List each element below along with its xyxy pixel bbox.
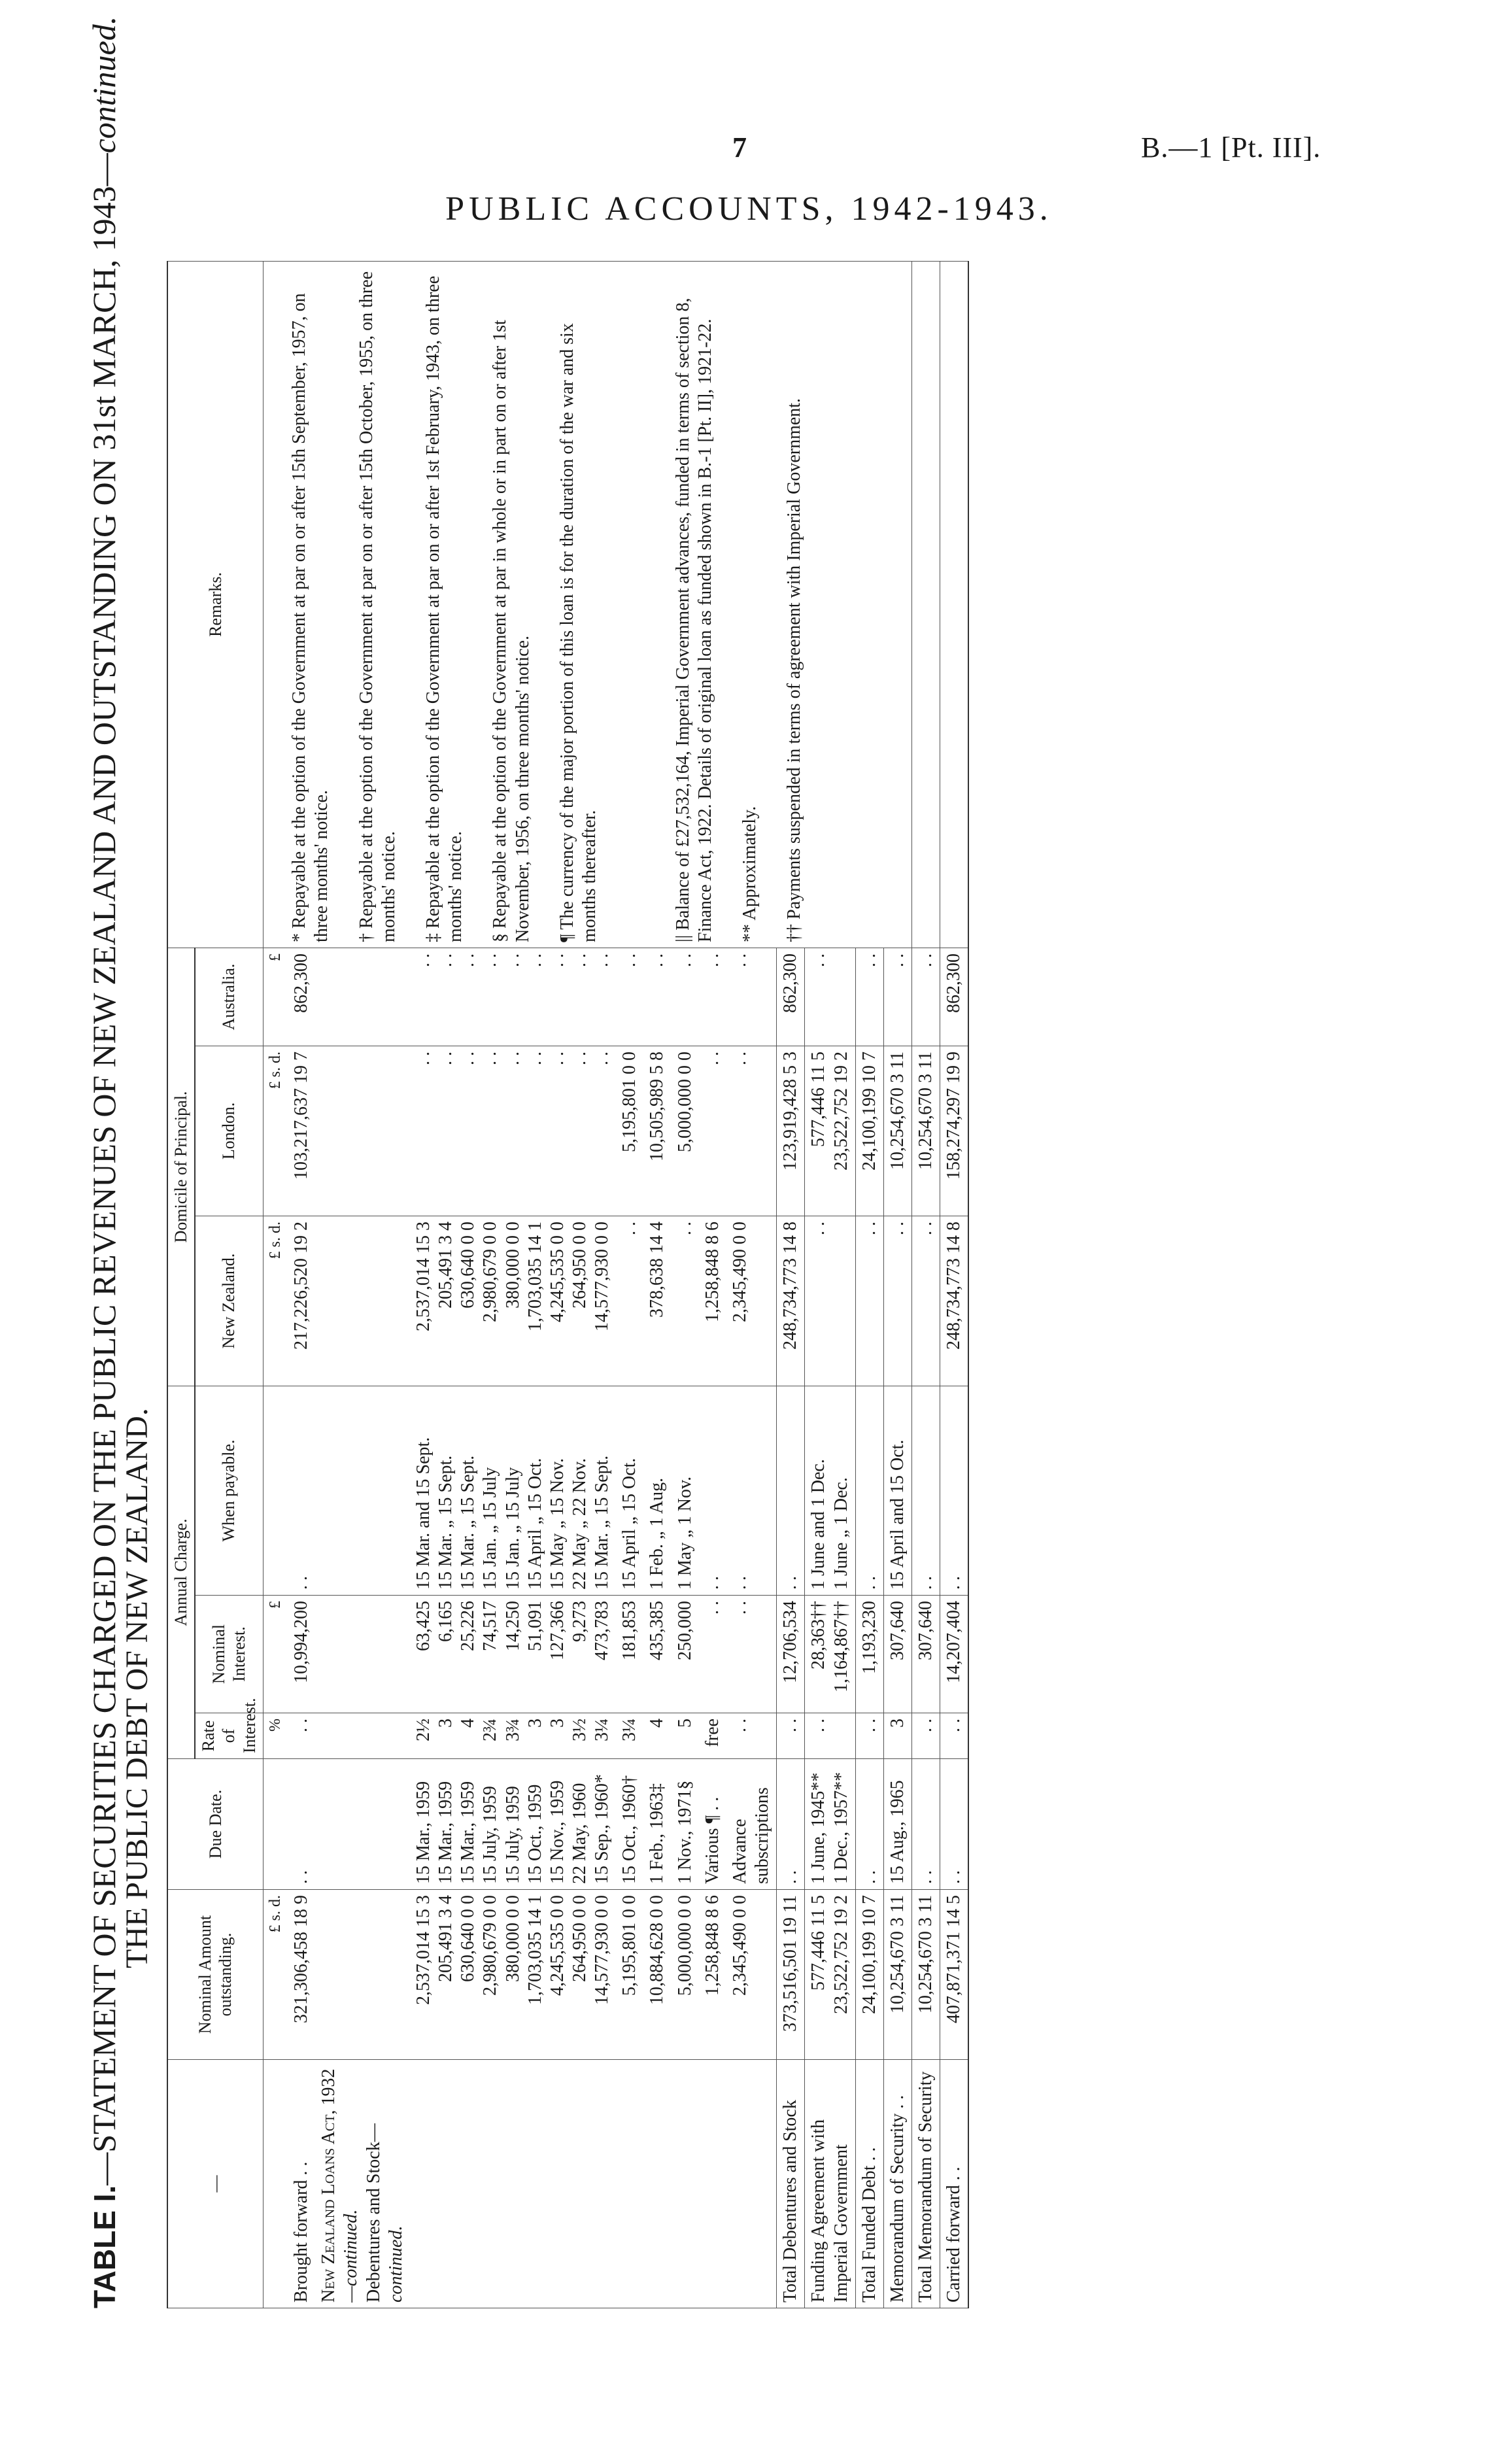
funding-london-b: 23,522,752 19 2 — [830, 1051, 851, 1171]
amount-cell: 2,537,014 15 3 205,491 3 4 630,640 0 0 2,980,679 0 0 380,000 0 0 1,703,035 14 1 4,245,535 0 0 264,950 0 0 14,577,930 0 0 — [410, 1890, 616, 2060]
rate-cell: . . — [726, 1713, 777, 1759]
due-cell: . . — [912, 1759, 940, 1890]
remark-pilcrow: ¶ The currency of the major portion of this loan is for the duration of the war and six months thereafter. — [556, 323, 600, 942]
interest-cell: 250,000 — [672, 1596, 699, 1713]
amount-cell: 373,516,501 19 11 — [777, 1890, 805, 2060]
currency-label: £ s. d. — [263, 1216, 288, 1386]
funding-when-b: 1 June „ 1 Dec. — [830, 1477, 851, 1590]
australia-cell: . . — [699, 948, 726, 1046]
row-label: Total Memorandum of Security — [912, 2060, 940, 2308]
rate-cell: free — [699, 1713, 726, 1759]
col-domicile: Domicile of Principal. — [167, 948, 195, 1386]
col-london: London. — [195, 1046, 264, 1216]
amount-cell — [805, 1890, 855, 2060]
australia-cell: . . — [805, 948, 855, 1046]
due-cell: 15 Mar., 1959 15 Mar., 1959 15 Mar., 1959 15 July, 1959 15 July, 1959 15 Oct., 1959 15 Nov., 1959 22 May, 1960 15 Sep., 1960* — [410, 1759, 616, 1890]
col-remarks: Remarks. — [167, 261, 263, 948]
due-cell — [805, 1759, 855, 1890]
loans-act-continued: —continued. — [341, 2209, 362, 2302]
row-label: Total Funded Debt . . — [855, 2060, 883, 2308]
funding-amount-b: 23,522,752 19 2 — [830, 1895, 851, 2014]
remark-dagger: † Repayable at the option of the Government at par on or after 15th October, 1955, on three months' notice. — [356, 271, 399, 942]
rate-cell: . . — [288, 1713, 315, 1759]
remark-star: * Repayable at the option of the Government at par on or after 15th September, 1957, on three months' notice. — [289, 293, 332, 942]
when-cell: . . — [940, 1386, 969, 1595]
london-cell — [805, 1046, 855, 1216]
page-title: PUBLIC ACCOUNTS, 1942-1943. — [445, 190, 1053, 228]
amount-cell: 1,258,848 8 6 — [699, 1890, 726, 2060]
when-cell: 15 April „ 15 Oct. — [616, 1386, 643, 1595]
total-row — [912, 261, 940, 2308]
when-cell: 1 May „ 1 Nov. — [672, 1386, 699, 1595]
remark-section: § Repayable at the option of the Government at par in whole or in part on or after 1st November, 1956, on three months' notice. — [490, 320, 533, 942]
rate-cell: 5 — [672, 1713, 699, 1759]
rate-cell: . . — [777, 1713, 805, 1759]
due-cell: . . — [940, 1759, 969, 1890]
currency-label: £ s. d. — [263, 1046, 288, 1216]
remark-double-dagger: ‡ Repayable at the option of the Government at par on or after 1st February, 1943, on three months' notice. — [422, 275, 466, 942]
london-cell: 10,505,989 5 8 — [643, 1046, 671, 1216]
col-nominal-amount: Nominal Amount outstanding. — [167, 1890, 263, 2060]
debentures-continued: continued. — [385, 2225, 406, 2302]
row-label: Brought forward . . — [288, 2060, 315, 2308]
nz-cell: 248,734,773 14 8 — [777, 1216, 805, 1386]
funding-due-b: 1 Dec., 1957** — [830, 1771, 851, 1884]
when-cell: . . — [699, 1386, 726, 1595]
interest-cell: 14,207,404 — [940, 1596, 969, 1713]
when-cell: . . — [288, 1386, 315, 1595]
currency-label: £ — [263, 1596, 288, 1713]
currency-label: £ s. d. — [263, 1890, 288, 2060]
interest-cell: . . — [726, 1596, 777, 1713]
col-due-date: Due Date. — [167, 1759, 263, 1890]
rate-cell: 2½ 3 4 2¾ 3¾ 3 3 3½ 3¼ — [410, 1713, 616, 1759]
amount-cell: 5,000,000 0 0 — [672, 1890, 699, 2060]
remarks-cell — [263, 261, 911, 948]
row-label: Memorandum of Security . . — [883, 2060, 911, 2308]
header-row-1 — [167, 261, 195, 2308]
amount-cell: 321,306,458 18 9 — [288, 1890, 315, 2060]
when-cell: . . — [912, 1386, 940, 1595]
remark-double-star: ** Approximately. — [740, 806, 760, 942]
row-label: Total Debentures and Stock — [777, 2060, 805, 2308]
when-cell: 15 Mar. and 15 Sept. 15 Mar. „ 15 Sept. 15 Mar. „ 15 Sept. 15 Jan. „ 15 July 15 Jan. „ 15 July 15 April „ 15 Oct. 15 May „ 15 Nov. 22 May „ 22 Nov. 15 Mar. „ 15 Sept. — [410, 1386, 616, 1595]
due-cell: 15 Oct., 1960† — [616, 1759, 643, 1890]
nz-cell: 217,226,520 19 2 — [288, 1216, 315, 1386]
col-annual-charge: Annual Charge. — [167, 1386, 195, 1758]
table-row — [263, 261, 288, 2308]
table-subheading: THE PUBLIC DEBT OF NEW ZEALAND. — [120, 1408, 154, 1968]
table-heading — [85, 16, 123, 2308]
due-cell: . . — [855, 1759, 883, 1890]
london-cell: 5,195,801 0 0 — [616, 1046, 643, 1216]
carried-forward-row — [940, 261, 969, 2308]
amount-cell: 407,871,371 14 5 — [940, 1890, 969, 2060]
london-cell: 158,274,297 19 9 — [940, 1046, 969, 1216]
rate-cell: . . — [940, 1713, 969, 1759]
interest-cell: . . — [699, 1596, 726, 1713]
col-new-zealand: New Zealand. — [195, 1216, 264, 1386]
rate-cell: 3¼ — [616, 1713, 643, 1759]
row-label: Funding Agreement with Imperial Government — [805, 2060, 855, 2308]
when-cell: . . — [777, 1386, 805, 1595]
interest-cell — [805, 1596, 855, 1713]
nz-cell: . . — [616, 1216, 643, 1386]
rate-cell: . . — [912, 1713, 940, 1759]
due-cell: . . — [288, 1759, 315, 1890]
london-cell: 5,000,000 0 0 — [672, 1046, 699, 1216]
nz-cell: . . — [805, 1216, 855, 1386]
when-cell: . . — [726, 1386, 777, 1595]
table-label: TABLE I. — [88, 2185, 122, 2308]
amount-cell: 10,254,670 3 11 — [912, 1890, 940, 2060]
rate-cell: 3 — [883, 1713, 911, 1759]
interest-cell: 307,640 — [883, 1596, 911, 1713]
london-cell: 10,254,670 3 11 — [912, 1046, 940, 1216]
currency-label: % — [263, 1713, 288, 1759]
nz-cell: 248,734,773 14 8 — [940, 1216, 969, 1386]
nz-cell: 378,638 14 4 — [643, 1216, 671, 1386]
australia-cell: . . — [912, 948, 940, 1046]
when-cell: 1 Feb. „ 1 Aug. — [643, 1386, 671, 1595]
document-reference: B.—1 [Pt. III]. — [1141, 131, 1321, 163]
nz-cell: . . — [912, 1216, 940, 1386]
rate-cell: . . — [855, 1713, 883, 1759]
row-label: Carried forward . . — [940, 2060, 969, 2308]
rate-cell: . . — [805, 1713, 855, 1759]
interest-cell: 181,853 — [616, 1596, 643, 1713]
london-cell: . . — [699, 1046, 726, 1216]
australia-cell: . . — [726, 948, 777, 1046]
due-cell: Advance subscriptions — [726, 1759, 777, 1890]
amount-cell: 2,345,490 0 0 — [726, 1890, 777, 2060]
amount-cell: 5,195,801 0 0 — [616, 1890, 643, 2060]
nz-cell: 2,345,490 0 0 — [726, 1216, 777, 1386]
funding-when-a: 1 June and 1 Dec. — [808, 1459, 829, 1590]
australia-cell: . . — [616, 948, 643, 1046]
nz-cell: 1,258,848 8 6 — [699, 1216, 726, 1386]
australia-cell: 862,300 — [288, 948, 315, 1046]
interest-cell: 63,425 6,165 25,226 74,517 14,250 51,091 127,366 9,273 473,783 — [410, 1596, 616, 1713]
interest-cell: 435,385 — [643, 1596, 671, 1713]
london-cell: 24,100,199 10 7 — [855, 1046, 883, 1216]
remark-double-dagger-2: †† Payments suspended in terms of agreement with Imperial Government. — [784, 398, 805, 942]
col-description: — — [167, 2060, 263, 2308]
debentures-label: Debentures and Stock— — [363, 2123, 384, 2302]
funding-due-a: 1 June, 1945** — [808, 1772, 829, 1884]
when-cell — [805, 1386, 855, 1595]
due-cell: Various ¶ . . — [699, 1759, 726, 1890]
interest-cell: 307,640 — [912, 1596, 940, 1713]
nz-cell: . . — [855, 1216, 883, 1386]
remark-parallel: || Balance of £27,532,164, Imperial Government advances, funded in terms of section 8, Finance Act, 1922. Details of original loan as funded shown in B.-1 [Pt. II], 1921-22. — [672, 298, 715, 942]
australia-cell: 862,300 — [940, 948, 969, 1046]
nz-cell: . . — [883, 1216, 911, 1386]
london-cell: 123,919,428 5 3 — [777, 1046, 805, 1216]
australia-cell: . . — [855, 948, 883, 1046]
due-cell: 15 Aug., 1965 — [883, 1759, 911, 1890]
interest-cell: 1,193,230 — [855, 1596, 883, 1713]
table-heading-continued: continued. — [86, 16, 122, 154]
london-cell: . . . . . . . . . . . . . . . . . . — [410, 1046, 616, 1216]
col-nominal-interest: Nominal Interest. — [195, 1596, 264, 1713]
col-rate: Rate of Interest. — [195, 1713, 264, 1759]
london-cell: 103,217,637 19 7 — [288, 1046, 315, 1216]
when-cell: . . — [855, 1386, 883, 1595]
currency-label: £ — [263, 948, 288, 1046]
col-australia: Australia. — [195, 948, 264, 1046]
due-cell: 1 Feb., 1963‡ — [643, 1759, 671, 1890]
loans-act-label: New Zealand Loans Act, 1932 — [318, 2068, 339, 2302]
nz-cell: . . — [672, 1216, 699, 1386]
amount-cell: 10,884,628 0 0 — [643, 1890, 671, 2060]
australia-cell: . . — [672, 948, 699, 1046]
london-cell: 10,254,670 3 11 — [883, 1046, 911, 1216]
amount-cell: 10,254,670 3 11 — [883, 1890, 911, 2060]
funding-interest-a: 28,363†† — [808, 1601, 829, 1669]
funding-amount-a: 577,446 11 5 — [808, 1895, 829, 1991]
funding-interest-b: 1,164,867†† — [830, 1601, 851, 1692]
col-when-payable: When payable. — [195, 1386, 264, 1595]
interest-cell: 12,706,534 — [777, 1596, 805, 1713]
page-number: 7 — [732, 131, 747, 163]
due-cell: 1 Nov., 1971§ — [672, 1759, 699, 1890]
table-heading-text: —STATEMENT OF SECURITIES CHARGED ON THE PUBLIC REVENUES OF NEW ZEALAND AND OUTSTANDING ON 31st MARCH, 1943— — [86, 153, 122, 2185]
due-cell: . . — [777, 1759, 805, 1890]
australia-cell: . . — [643, 948, 671, 1046]
funding-london-a: 577,446 11 5 — [808, 1051, 829, 1147]
rate-cell: 4 — [643, 1713, 671, 1759]
nz-cell: 2,537,014 15 3 205,491 3 4 630,640 0 0 2,980,679 0 0 380,000 0 0 1,703,035 14 1 4,245,535 0 0 264,950 0 0 14,577,930 0 0 — [410, 1216, 616, 1386]
section-label — [315, 2060, 410, 2308]
australia-cell: . . . . . . . . . . . . . . . . . . — [410, 948, 616, 1046]
australia-cell: 862,300 — [777, 948, 805, 1046]
interest-cell: 10,994,200 — [288, 1596, 315, 1713]
when-cell: 15 April and 15 Oct. — [883, 1386, 911, 1595]
amount-cell: 24,100,199 10 7 — [855, 1890, 883, 2060]
public-debt-table — [167, 261, 969, 2308]
australia-cell: . . — [883, 948, 911, 1046]
london-cell: . . — [726, 1046, 777, 1216]
